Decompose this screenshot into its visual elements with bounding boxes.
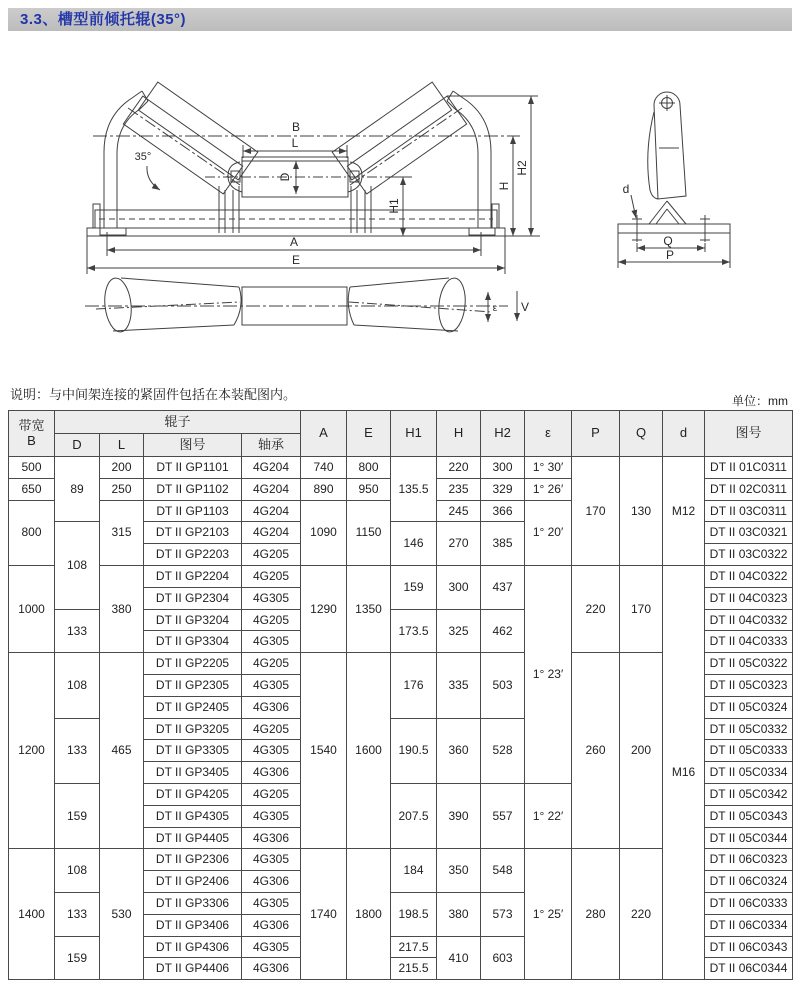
table-cell: DT II 05C0342 xyxy=(705,783,793,805)
table-cell: 380 xyxy=(100,565,144,652)
header-row-1 xyxy=(9,411,793,434)
table-cell: 800 xyxy=(347,457,391,479)
table-cell: 573 xyxy=(481,892,525,936)
table-cell: 130 xyxy=(620,457,663,566)
table-cell: 4G305 xyxy=(242,740,301,762)
dim-label-epsilon: ε xyxy=(492,303,498,314)
table-cell: 4G305 xyxy=(242,587,301,609)
table-cell: 146 xyxy=(391,522,437,566)
table-cell: 4G204 xyxy=(242,457,301,479)
table-cell: 220 xyxy=(572,565,620,652)
table-cell: DT II 03C0321 xyxy=(705,522,793,544)
front-view xyxy=(87,82,540,274)
dim-label-L: L xyxy=(291,136,299,150)
table-cell: 4G204 xyxy=(242,478,301,500)
table-cell: 1° 26′ xyxy=(525,478,572,500)
unit-label: 单位：mm xyxy=(732,394,788,408)
table-cell: DT II GP2305 xyxy=(144,674,242,696)
table-cell: 190.5 xyxy=(391,718,437,783)
table-cell: 4G306 xyxy=(242,958,301,980)
col-header-bandwidth xyxy=(9,411,55,457)
table-cell: 385 xyxy=(481,522,525,566)
table-cell: 260 xyxy=(572,653,620,849)
col-header-H2: H2 xyxy=(481,411,525,457)
table-cell: 176 xyxy=(391,653,437,718)
table-cell: 220 xyxy=(437,457,481,479)
table-cell: 220 xyxy=(620,849,663,980)
dim-label-H1: H1 xyxy=(387,198,401,214)
technical-drawing-idler-assembly xyxy=(0,0,800,385)
table-cell: 4G205 xyxy=(242,565,301,587)
col-header-P: P xyxy=(572,411,620,457)
table-cell: 410 xyxy=(437,936,481,980)
table-cell: 280 xyxy=(572,849,620,980)
table-cell: 207.5 xyxy=(391,783,437,848)
dim-label-d: d xyxy=(622,182,630,196)
table-cell: 1° 30′ xyxy=(525,457,572,479)
dim-label-B: B xyxy=(291,120,301,134)
table-cell: 360 xyxy=(437,718,481,783)
col-header-E: E xyxy=(347,411,391,457)
table-cell: 500 xyxy=(9,457,55,479)
table-cell: 557 xyxy=(481,783,525,848)
table-cell: DT II 05C0324 xyxy=(705,696,793,718)
table-cell: 437 xyxy=(481,565,525,609)
table-cell: 4G305 xyxy=(242,892,301,914)
table-cell: DT II 06C0324 xyxy=(705,871,793,893)
table-cell: 1200 xyxy=(9,653,55,849)
col-header-roller-figure: 图号 xyxy=(144,434,242,457)
plan-view xyxy=(85,277,517,333)
col-header-H: H xyxy=(437,411,481,457)
table-cell: 4G205 xyxy=(242,544,301,566)
table-cell: DT II 05C0344 xyxy=(705,827,793,849)
table-cell: 159 xyxy=(391,565,437,609)
table-cell: 4G205 xyxy=(242,653,301,675)
table-cell: 108 xyxy=(55,849,100,893)
table-cell: DT II 01C0311 xyxy=(705,457,793,479)
table-cell: 329 xyxy=(481,478,525,500)
table-cell: 184 xyxy=(391,849,437,893)
table-cell: 173.5 xyxy=(391,609,437,653)
col-header-bearing: 轴承 xyxy=(242,434,301,457)
table-cell: 740 xyxy=(301,457,347,479)
table-cell: DT II GP4205 xyxy=(144,783,242,805)
table-cell: 366 xyxy=(481,500,525,522)
table-cell: 4G205 xyxy=(242,609,301,631)
table-cell: DT II 03C0311 xyxy=(705,500,793,522)
table-cell: 200 xyxy=(620,653,663,849)
table-cell: DT II GP2304 xyxy=(144,587,242,609)
col-header-roller-group: 辊子 xyxy=(55,411,301,434)
table-cell: M12 xyxy=(663,457,705,566)
table-cell: 465 xyxy=(100,653,144,849)
table-cell: 1350 xyxy=(347,565,391,652)
col-header-L: L xyxy=(100,434,144,457)
col-header-A: A xyxy=(301,411,347,457)
table-cell: DT II 06C0343 xyxy=(705,936,793,958)
table-cell: 4G204 xyxy=(242,522,301,544)
table-cell: 198.5 xyxy=(391,892,437,936)
table-cell: DT II GP2203 xyxy=(144,544,242,566)
section-title: 3.3、槽型前倾托辊(35°) xyxy=(20,11,187,28)
table-cell: DT II GP3205 xyxy=(144,718,242,740)
col-header-figure: 图号 xyxy=(705,411,793,457)
table-cell: 603 xyxy=(481,936,525,980)
table-cell: DT II GP2405 xyxy=(144,696,242,718)
table-cell: 250 xyxy=(100,478,144,500)
table-cell: 4G306 xyxy=(242,827,301,849)
table-cell: 108 xyxy=(55,653,100,718)
dim-label-H: H xyxy=(497,181,511,191)
table-cell: M16 xyxy=(663,565,705,979)
table-cell: DT II GP1103 xyxy=(144,500,242,522)
table-cell: 503 xyxy=(481,653,525,718)
table-cell: DT II GP2204 xyxy=(144,565,242,587)
table-cell: DT II 06C0323 xyxy=(705,849,793,871)
table-cell: 380 xyxy=(437,892,481,936)
table-cell: 335 xyxy=(437,653,481,718)
table-cell: 300 xyxy=(481,457,525,479)
table-cell: 4G305 xyxy=(242,631,301,653)
dim-label-H2: H2 xyxy=(515,160,529,176)
table-cell: DT II 02C0311 xyxy=(705,478,793,500)
table-cell: 315 xyxy=(100,500,144,565)
table-cell: 89 xyxy=(55,457,100,522)
table-cell: 1400 xyxy=(9,849,55,980)
table-cell: 950 xyxy=(347,478,391,500)
table-cell: DT II GP1102 xyxy=(144,478,242,500)
table-cell: DT II 05C0322 xyxy=(705,653,793,675)
table-cell: 1800 xyxy=(347,849,391,980)
col-header-bandwidth-sym: B xyxy=(27,432,36,448)
table-cell: 245 xyxy=(437,500,481,522)
table-cell: 133 xyxy=(55,892,100,936)
table-cell: 530 xyxy=(100,849,144,980)
dim-label-D: D xyxy=(278,172,292,182)
table-cell: 1° 25′ xyxy=(525,849,572,980)
table-cell: DT II GP3204 xyxy=(144,609,242,631)
table-cell: 1600 xyxy=(347,653,391,849)
table-cell: DT II 05C0343 xyxy=(705,805,793,827)
table-cell: 200 xyxy=(100,457,144,479)
table-cell: 1° 20′ xyxy=(525,500,572,565)
table-cell: 170 xyxy=(572,457,620,566)
table-cell: 270 xyxy=(437,522,481,566)
table-cell: 159 xyxy=(55,936,100,980)
table-cell: 4G306 xyxy=(242,762,301,784)
table-cell: DT II GP4405 xyxy=(144,827,242,849)
table-cell: DT II 04C0322 xyxy=(705,565,793,587)
table-cell: 133 xyxy=(55,718,100,783)
table-cell: 1° 22′ xyxy=(525,783,572,848)
table-cell: 1090 xyxy=(301,500,347,565)
side-view xyxy=(618,92,730,268)
spec-table-head xyxy=(9,411,793,457)
table-cell: 108 xyxy=(55,522,100,609)
table-cell: DT II GP2103 xyxy=(144,522,242,544)
dim-label-Q: Q xyxy=(663,234,673,248)
table-cell: 1290 xyxy=(301,565,347,652)
table-cell: 350 xyxy=(437,849,481,893)
table-cell: DT II GP3306 xyxy=(144,892,242,914)
table-cell: DT II 04C0332 xyxy=(705,609,793,631)
table-cell: DT II 06C0333 xyxy=(705,892,793,914)
table-cell: DT II 06C0334 xyxy=(705,914,793,936)
table-cell: 650 xyxy=(9,478,55,500)
table-cell: DT II 05C0332 xyxy=(705,718,793,740)
table-cell: 1000 xyxy=(9,565,55,652)
col-header-D: D xyxy=(55,434,100,457)
dim-label-E: E xyxy=(291,253,301,267)
table-cell: DT II GP3305 xyxy=(144,740,242,762)
table-cell: 548 xyxy=(481,849,525,893)
table-cell: 462 xyxy=(481,609,525,653)
table-cell: 300 xyxy=(437,565,481,609)
table-cell: DT II 05C0334 xyxy=(705,762,793,784)
table-cell: 390 xyxy=(437,783,481,848)
table-cell: DT II GP3406 xyxy=(144,914,242,936)
table-cell: 4G306 xyxy=(242,914,301,936)
col-header-H1: H1 xyxy=(391,411,437,457)
table-cell: 4G306 xyxy=(242,696,301,718)
table-cell: 4G205 xyxy=(242,718,301,740)
dim-label-P: P xyxy=(665,248,675,262)
table-cell: 4G306 xyxy=(242,871,301,893)
table-cell: 1740 xyxy=(301,849,347,980)
table-cell: 4G204 xyxy=(242,500,301,522)
table-cell: 4G205 xyxy=(242,783,301,805)
table-cell: DT II 05C0323 xyxy=(705,674,793,696)
table-cell: 235 xyxy=(437,478,481,500)
table-cell: 325 xyxy=(437,609,481,653)
table-cell: 217.5 xyxy=(391,936,437,958)
table-cell: 170 xyxy=(620,565,663,652)
table-cell: DT II 04C0333 xyxy=(705,631,793,653)
table-cell: DT II 06C0344 xyxy=(705,958,793,980)
table-cell: DT II 05C0333 xyxy=(705,740,793,762)
spec-table-body xyxy=(9,457,793,980)
col-header-Q: Q xyxy=(620,411,663,457)
table-cell: DT II 04C0323 xyxy=(705,587,793,609)
table-cell: DT II GP4305 xyxy=(144,805,242,827)
table-row xyxy=(9,457,793,479)
table-cell: 1150 xyxy=(347,500,391,565)
table-cell: 528 xyxy=(481,718,525,783)
table-cell: 890 xyxy=(301,478,347,500)
col-header-epsilon: ε xyxy=(525,411,572,457)
table-cell: 159 xyxy=(55,783,100,848)
table-row xyxy=(9,565,793,587)
col-header-d: d xyxy=(663,411,705,457)
table-cell: 1° 23′ xyxy=(525,565,572,783)
table-cell: 4G305 xyxy=(242,805,301,827)
table-cell: DT II GP2205 xyxy=(144,653,242,675)
table-cell: 215.5 xyxy=(391,958,437,980)
dim-label-A: A xyxy=(289,235,299,249)
table-cell: 4G305 xyxy=(242,936,301,958)
dim-label-angle: 35° xyxy=(134,151,152,163)
table-cell: 4G305 xyxy=(242,674,301,696)
table-cell: DT II GP3304 xyxy=(144,631,242,653)
table-cell: DT II GP1101 xyxy=(144,457,242,479)
table-cell: 133 xyxy=(55,609,100,653)
table-cell: 800 xyxy=(9,500,55,565)
table-cell: DT II GP2406 xyxy=(144,871,242,893)
dim-label-V: V xyxy=(520,300,530,314)
table-cell: DT II 03C0322 xyxy=(705,544,793,566)
table-cell: DT II GP4406 xyxy=(144,958,242,980)
table-cell: 1540 xyxy=(301,653,347,849)
col-header-bandwidth-cn: 带宽 xyxy=(18,417,45,433)
table-cell: DT II GP2306 xyxy=(144,849,242,871)
table-cell: 135.5 xyxy=(391,457,437,522)
spec-table xyxy=(8,410,793,980)
table-cell: 4G305 xyxy=(242,849,301,871)
table-cell: DT II GP3405 xyxy=(144,762,242,784)
table-cell: DT II GP4306 xyxy=(144,936,242,958)
note-text: 说明：与中间架连接的紧固件包括在本装配图内。 xyxy=(10,387,297,402)
